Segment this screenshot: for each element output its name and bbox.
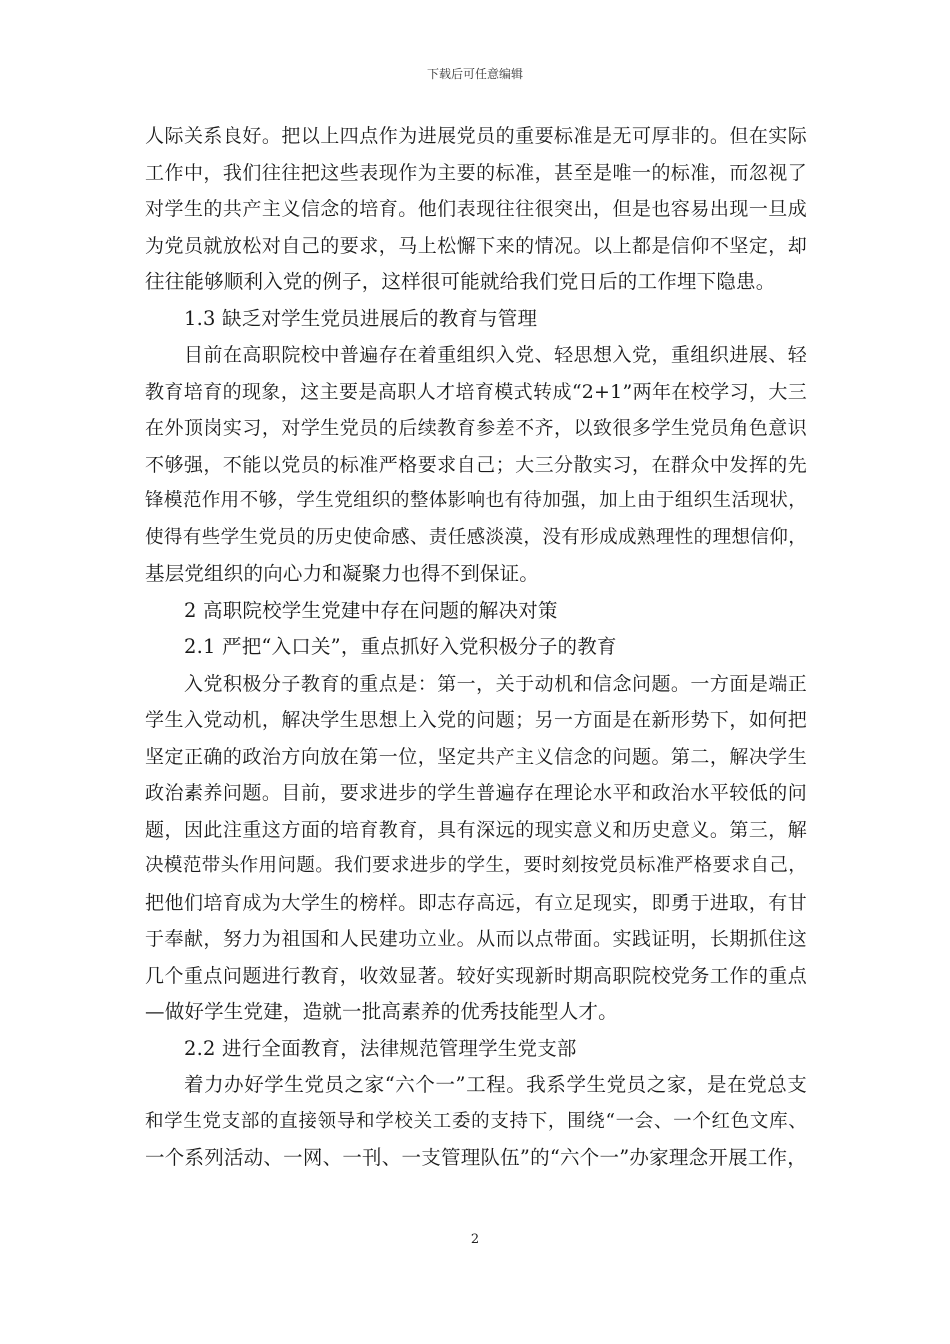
- body-line: 题，因此注重这方面的培育教育，具有深远的现实意义和历史意义。第三，解: [145, 818, 807, 841]
- section-heading-2-1: 2.1 严把“入口关”，重点抓好入党积极分子的教育: [184, 635, 617, 658]
- body-line: 把他们培育成为大学生的榜样。即志存高远，有立足现实，即勇于进取，有甘: [145, 891, 807, 914]
- section-heading-2: 2 高职院校学生党建中存在问题的解决对策: [184, 598, 558, 622]
- page-header: 下载后可任意编辑: [426, 67, 523, 81]
- section-heading-1-3: 1.3 缺乏对学生党员进展后的教育与管理: [184, 306, 538, 330]
- document-body: [145, 118, 807, 1177]
- body-line: 决模范带头作用问题。我们要求进步的学生，要时刻按党员标准严格要求自己，: [145, 855, 807, 876]
- section-heading-2-2: 2.2 进行全面教育，法律规范管理学生党支部: [184, 1036, 577, 1060]
- body-line: 一个系列活动、一网、一刊、一支管理队伍”的“六个一”办家理念开展工作，: [145, 1146, 807, 1169]
- body-line: 在外顶岗实习，对学生党员的后续教育参差不齐，以致很多学生党员角色意识: [145, 417, 807, 439]
- body-line: 使得有些学生党员的历史使命感、责任感淡漠，没有形成成熟理性的理想信仰，: [145, 526, 807, 548]
- body-line: 往往能够顺利入党的例子，这样很可能就给我们党日后的工作埋下隐患。: [145, 270, 776, 293]
- body-line: 教育培育的现象，这主要是高职人才培育模式转成“2+1”两年在校学习，大三: [145, 380, 807, 403]
- body-line: 学生入党动机，解决学生思想上入党的问题；另一方面是在新形势下，如何把: [145, 709, 807, 731]
- body-line: 着力办好学生党员之家“六个一”工程。我系学生党员之家，是在党总支: [184, 1073, 807, 1096]
- body-line: 于奉献，努力为祖国和人民建功立业。从而以点带面。实践证明，长期抓住这: [145, 928, 807, 950]
- body-line: 坚定正确的政治方向放在第一位，坚定共产主义信念的问题。第二，解决学生: [145, 745, 807, 768]
- body-line: 政治素养问题。目前，要求进步的学生普遍存在理论水平和政治水平较低的问: [145, 782, 807, 804]
- body-line: 为党员就放松对自己的要求，马上松懈下来的情况。以上都是信仰不坚定，却: [145, 234, 807, 257]
- body-line: 人际关系良好。把以上四点作为进展党员的重要标准是无可厚非的。但在实际: [145, 125, 807, 147]
- body-line: 和学生党支部的直接领导和学校关工委的支持下，围绕“一会、一个红色文库、: [145, 1110, 807, 1132]
- page-number: 2: [470, 1232, 480, 1247]
- body-line: 目前在高职院校中普遍存在着重组织入党、轻思想入党，重组织进展、轻: [184, 344, 807, 366]
- body-line: 基层党组织的向心力和凝聚力也得不到保证。: [145, 562, 540, 585]
- body-line: 锋模范作用不够，学生党组织的整体影响也有待加强，加上由于组织生活现状，: [145, 490, 807, 511]
- body-line: 对学生的共产主义信念的培育。他们表现往往很突出，但是也容易出现一旦成: [145, 198, 807, 220]
- body-line: 几个重点问题进行教育，收效显著。较好实现新时期高职院校党务工作的重点: [145, 964, 807, 987]
- body-line: 入党积极分子教育的重点是：第一，关于动机和信念问题。一方面是端正: [184, 672, 807, 695]
- body-line: 工作中，我们往往把这些表现作为主要的标准，甚至是唯一的标准，而忽视了: [145, 161, 807, 184]
- body-line: 不够强，不能以党员的标准严格要求自己；大三分散实习，在群众中发挥的先: [145, 453, 807, 476]
- body-line: —做好学生党建，造就一批高素养的优秀技能型人才。: [145, 1000, 618, 1023]
